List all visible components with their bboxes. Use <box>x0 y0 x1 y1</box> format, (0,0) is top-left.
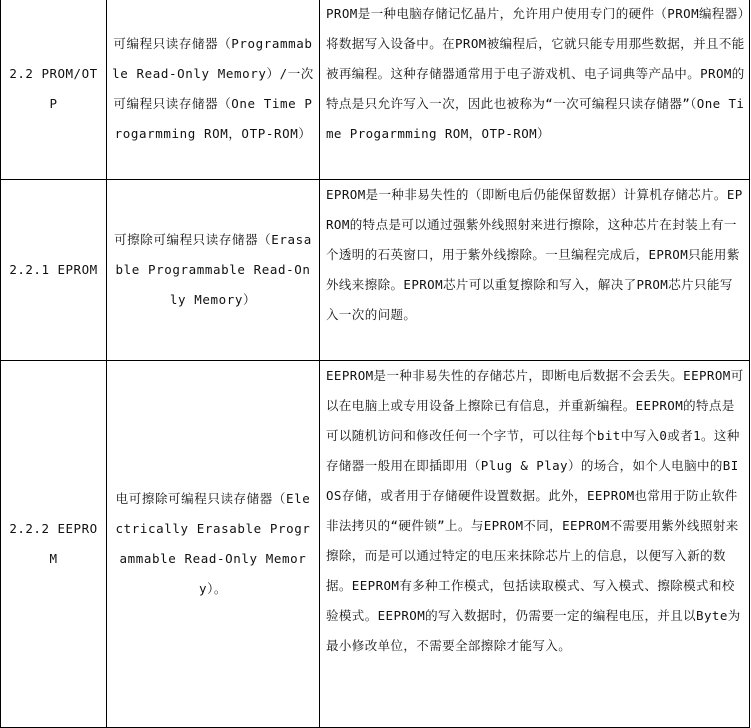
section-number-cell: 2.2 PROM/OTP <box>1 0 107 180</box>
table-row-prom-otp <box>1 0 750 180</box>
memory-name-cell: 可编程只读存储器（Programmable Read-Only Memory）/一次可编程只读存储器（One Time Progarmming ROM，OTP-ROM） <box>107 0 320 180</box>
table-row-eprom <box>1 180 750 361</box>
memory-description-cell: PROM是一种电脑存储记忆晶片，允许用户使用专门的硬件（PROM编程器）将数据写入设备中。在PROM被编程后，它就只能专用那些数据，并且不能被再编程。这种存储器通常用于电子游戏机、电子词典等产品中。PROM的特点是只允许写入一次，因此也被称为“一次可编程只读存储器”（One Time Progarmming ROM，OTP-ROM） <box>320 0 750 180</box>
section-number-cell: 2.2.2 EEPROM <box>1 361 107 728</box>
memory-description-cell: EPROM是一种非易失性的（即断电后仍能保留数据）计算机存储芯片。EPROM的特点是可以通过强紫外线照射来进行擦除，这种芯片在封装上有一个透明的石英窗口，用于紫外线擦除。一旦编程完成后，EPROM只能用紫外线来擦除。EPROM芯片可以重复擦除和写入，解决了PROM芯片只能写入一次的问题。 <box>320 180 750 361</box>
section-number-cell: 2.2.1 EPROM <box>1 180 107 361</box>
memory-name-cell: 可擦除可编程只读存储器（Erasable Programmable Read-Only Memory） <box>107 180 320 361</box>
table-row-eeprom <box>1 361 750 728</box>
memory-name-cell: 电可擦除可编程只读存储器（Electrically Erasable Programmable Read-Only Memory）。 <box>107 361 320 728</box>
memory-description-cell: EEPROM是一种非易失性的存储芯片，即断电后数据不会丢失。EEPROM可以在电脑上或专用设备上擦除已有信息，并重新编程。EEPROM的特点是可以随机访问和修改任何一个字节，可以往每个bit中写入0或者1。这种存储器一般用在即插即用（Plug & Play）的场合，如个人电脑中的BIOS存储，或者用于存储硬件设置数据。此外，EEPROM也常用于防止软件非法拷贝的“硬件锁”上。与EPROM不同，EEPROM不需要用紫外线照射来擦除，而是可以通过特定的电压来抹除芯片上的信息，以便写入新的数据。EEPROM有多种工作模式，包括读取模式、写入模式、擦除模式和校验模式。EEPROM的写入数据时，仍需要一定的编程电压，并且以Byte为最小修改单位，不需要全部擦除才能写入。 <box>320 361 750 728</box>
